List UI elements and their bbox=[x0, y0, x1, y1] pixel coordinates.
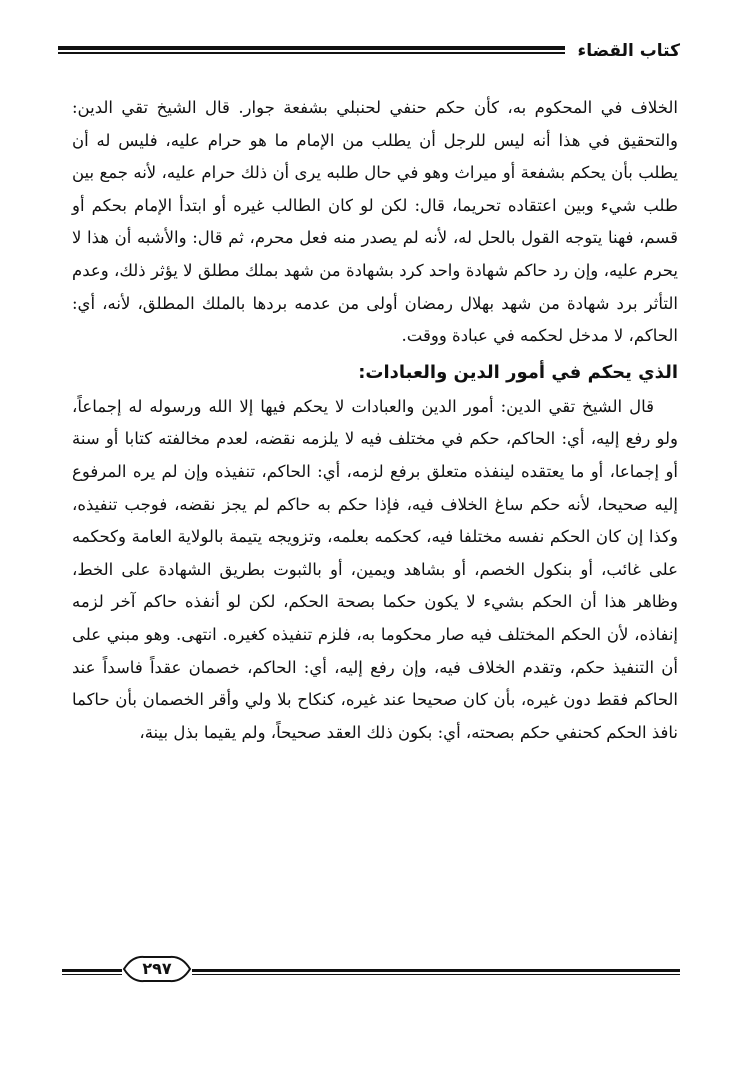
header-rule bbox=[58, 46, 565, 55]
running-header bbox=[58, 36, 680, 66]
page-number-badge bbox=[122, 954, 192, 984]
paragraph: قال الشيخ تقي الدين: أمور الدين والعبادات لا يحكم فيها إلا الله ورسوله له إجماعاً، ولو رفع إليه، أي: الحاكم، حكم في مختلف فيه لا يلزمه نقضه، لعدم مخالفته كتابا أو سنة أو إجماعا، أو ما يعتقده لينفذه متعلق برفع لزمه، أي: الحاكم، تنفيذه وإن لم يره المرفوع إليه صحيحا، لأنه حكم ساغ الخلاف فيه، فإذا حكم به حاكم لم يجز نقضه، فوجب تنفيذه، وكذا إن كان الحكم نفسه مختلفا فيه، كحكمه بعلمه، وتزويجه يتيمة بالولاية العامة وكحكمه على غائب، أو بنكول الخصم، أو بشاهد ويمين، أو بالثبوت بطريق الشهادة على الخط، وظاهر هذا أن الحكم بشيء لا يكون حكما بصحة الحكم، لكن لو أنفذه حاكم آخر لزمه إنفاذه، لأن الحكم المختلف فيه صار محكوما به، فلزم تنفيذه كغيره. انتهى. وهو مبني على أن التنفيذ حكم، وتقدم الخلاف فيه، وإن رفع إليه، أي: الحاكم، خصمان عقداً فاسداً عند الحاكم فقط دون غيره، بأن كان صحيحا عند غيره، كنكاح بلا ولي وأقر الخصمان بأن حاكما نافذ الحكم كحنفي حكم بصحته، أي: بكون ذلك العقد صحيحاً، ولم يقيما بذل بينة، bbox=[72, 396, 678, 742]
main-text bbox=[72, 92, 678, 749]
chapter-title: كتاب القضاء bbox=[577, 41, 680, 61]
paragraph: الخلاف في المحكوم به، كأن حكم حنفي لحنبلي بشفعة جوار. قال الشيخ تقي الدين: والتحقيق في هذا أنه ليس للرجل أن يطلب من الإمام ما هو حرام عليه، فليس له أن يطلب بأن يحكم بشفعة أو ميراث وهو في حال طلبه يرى أن ذلك حرام عليه، لأنه جمع بين طلب شيء وبين اعتقاده تحريما، قال: لكن لو كان الطالب غيره أو ابتدأ الإمام بحكم أو قسم، فهنا يتوجه القول بالحل له، لأنه لم يصدر منه فعل محرم، ثم قال: والأشبه أن هذا لا يحرم عليه، وإن رد حاكم شهادة واحد كرد بشهادة من شهد بملك مطلق لا يؤثر ذلك، وعدم التأثر برد شهادة من شهد بهلال رمضان أولى من عدمه بردها بالملك المطلق، لأنه، أي: الحاكم، لا مدخل لحكمه في عبادة ووقت. bbox=[72, 98, 678, 346]
page-footer bbox=[62, 950, 680, 990]
page-number: ٢٩٧ bbox=[142, 959, 172, 978]
section-heading: الذي يحكم في أمور الدين والعبادات: bbox=[358, 361, 678, 383]
